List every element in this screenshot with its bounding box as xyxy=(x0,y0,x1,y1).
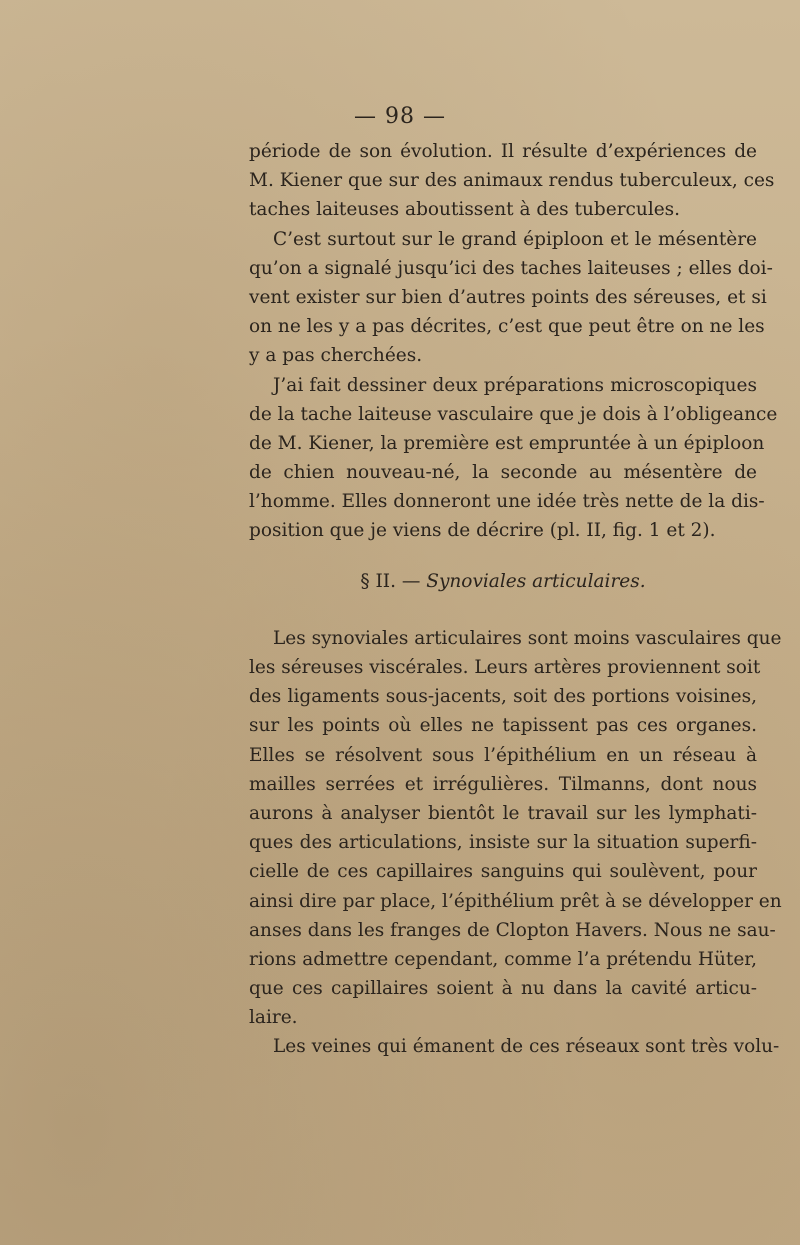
text-line: de la tache laiteuse vasculaire que je dois à l’obligeance xyxy=(249,403,778,425)
text-line: ainsi dire par place, l’épithélium prêt à se développer en xyxy=(249,890,782,912)
text-line: des ligaments sous-jacents, soit des portions voisines, xyxy=(249,686,757,708)
text-line: de chien nouveau-né, la seconde au mésentère de xyxy=(249,462,757,484)
text-line: laire. xyxy=(249,1007,298,1029)
text-line: vent exister sur bien d’autres points des séreuses, et si xyxy=(249,286,767,308)
text-line: position que je viens de décrire (pl. II, fig. 1 et 2). xyxy=(249,520,716,542)
text-line: Les veines qui émanent de ces réseaux sont très volu- xyxy=(273,1036,780,1058)
text-line: de M. Kiener, la première est empruntée à un épiploon xyxy=(249,432,765,454)
text-line: l’homme. Elles donneront une idée très nette de la dis- xyxy=(249,491,765,513)
text-line: période de son évolution. Il résulte d’expériences de xyxy=(249,141,757,162)
section-title: Synoviales articulaires. xyxy=(426,570,646,592)
text-line: ques des articulations, insiste sur la situation superfi- xyxy=(249,832,757,854)
text-line: aurons à analyser bientôt le travail sur les lymphati- xyxy=(249,802,757,824)
text-line: C’est surtout sur le grand épiploon et le mésentère xyxy=(273,228,757,250)
text-line: cielle de ces capillaires sanguins qui soulèvent, pour xyxy=(249,861,757,883)
text-line: anses dans les franges de Clopton Havers. Nous ne sau- xyxy=(249,919,776,941)
text-line: mailles serrées et irrégulières. Tilmanns, dont nous xyxy=(249,773,757,795)
text-line: M. Kiener que sur des animaux rendus tuberculeux, ces xyxy=(249,170,775,192)
page-number: — 98 — xyxy=(354,104,446,129)
text-line: J’ai fait dessiner deux préparations microscopiques xyxy=(273,374,757,396)
text-line: on ne les y a pas décrites, c’est que peut être on ne les xyxy=(249,316,765,338)
section-number: § II. — xyxy=(360,570,421,592)
section-heading xyxy=(249,567,757,596)
text-line: Elles se résolvent sous l’épithélium en un réseau à xyxy=(249,744,757,766)
body-text xyxy=(249,137,782,1062)
text-line: y a pas cherchées. xyxy=(249,345,423,367)
text-line: Les synoviales articulaires sont moins vasculaires que xyxy=(273,627,782,649)
text-line: rions admettre cependant, comme l’a prétendu Hüter, xyxy=(249,948,757,970)
text-line: sur les points où elles ne tapissent pas ces organes. xyxy=(249,715,757,737)
text-line: les séreuses viscérales. Leurs artères proviennent soit xyxy=(249,657,761,678)
text-line: qu’on a signalé jusqu’ici des taches laiteuses ; elles doi- xyxy=(249,257,773,279)
text-line: taches laiteuses aboutissent à des tubercules. xyxy=(249,199,681,221)
text-line: que ces capillaires soient à nu dans la cavité articu- xyxy=(249,978,757,1000)
